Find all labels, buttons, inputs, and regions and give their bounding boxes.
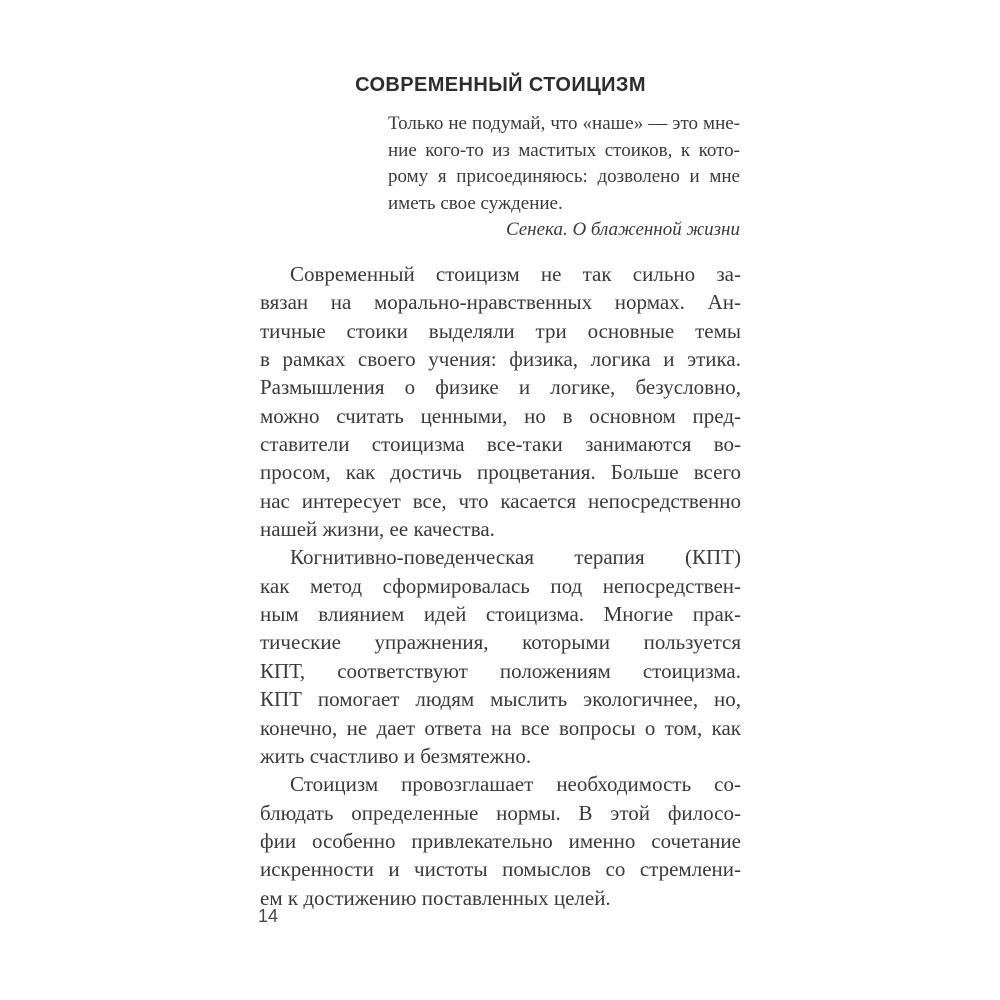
text-line: жить счастливо и безмятежно. — [260, 743, 532, 768]
text-line: ным влиянием идей стоицизма. Многие прак- — [260, 602, 741, 627]
text-line: Когнитивно-поведенческая терапия (КПТ) — [290, 545, 741, 570]
text-line: фии особенно привлекательно именно сочетание — [260, 828, 741, 853]
text-line: КПТ помогает людям мыслить экологичнее, но, — [260, 687, 741, 712]
text-line: Только не подумай, что «наше» — это мне- — [388, 113, 740, 134]
text-line: нашей жизни, ее качества. — [260, 517, 495, 542]
text-line: конечно, не дает ответа на все вопросы о том, как — [260, 715, 741, 740]
text-line: в рамках своего учения: физика, логика и этика. — [260, 347, 741, 372]
text-line: как метод сформировалась под непосредствен- — [260, 573, 741, 598]
text-line: тичные стоики выделяли три основные темы — [260, 318, 741, 343]
text-line: вязан на морально-нравственных нормах. Ан- — [260, 290, 741, 315]
text-line: блюдать определенные нормы. В этой филосо- — [260, 800, 741, 825]
text-line: искренности и чистоты помыслов со стремлени- — [260, 857, 741, 882]
epigraph — [388, 111, 740, 244]
text-line: можно считать ценными, но в основном пред- — [260, 403, 741, 428]
text-line: тические упражнения, которыми пользуется — [260, 630, 741, 655]
page-number: 14 — [258, 906, 279, 926]
epigraph-attribution: Сенека. О блаженной жизни — [505, 219, 740, 241]
text-line: рому я присоединяюсь: дозволено и мне — [388, 166, 740, 188]
text-line: нас интересует все, что касается непосредственно — [260, 488, 741, 513]
text-line: ем к достижению поставленных целей. — [260, 885, 611, 910]
text-line: иметь свое суждение. — [388, 192, 563, 214]
epigraph-lines — [388, 111, 740, 217]
text-line: Размышления о физике и логике, безусловно, — [260, 375, 741, 400]
text-line: Современный стоицизм не так сильно за- — [290, 262, 741, 286]
chapter-title: СОВРЕМЕННЫЙ СТОИЦИЗМ — [355, 74, 646, 96]
text-line: Стоицизм провозглашает необходимость со- — [290, 772, 741, 797]
text-line: КПТ, соответствуют положениям стоицизма. — [260, 658, 741, 683]
text-line: ставители стоицизма все-таки занимаются во- — [260, 432, 741, 457]
text-line: просом, как достичь процветания. Больше всего — [260, 460, 741, 485]
text-line: ние кого-то из маститых стоиков, к кото- — [388, 139, 740, 161]
body-text — [260, 260, 741, 912]
